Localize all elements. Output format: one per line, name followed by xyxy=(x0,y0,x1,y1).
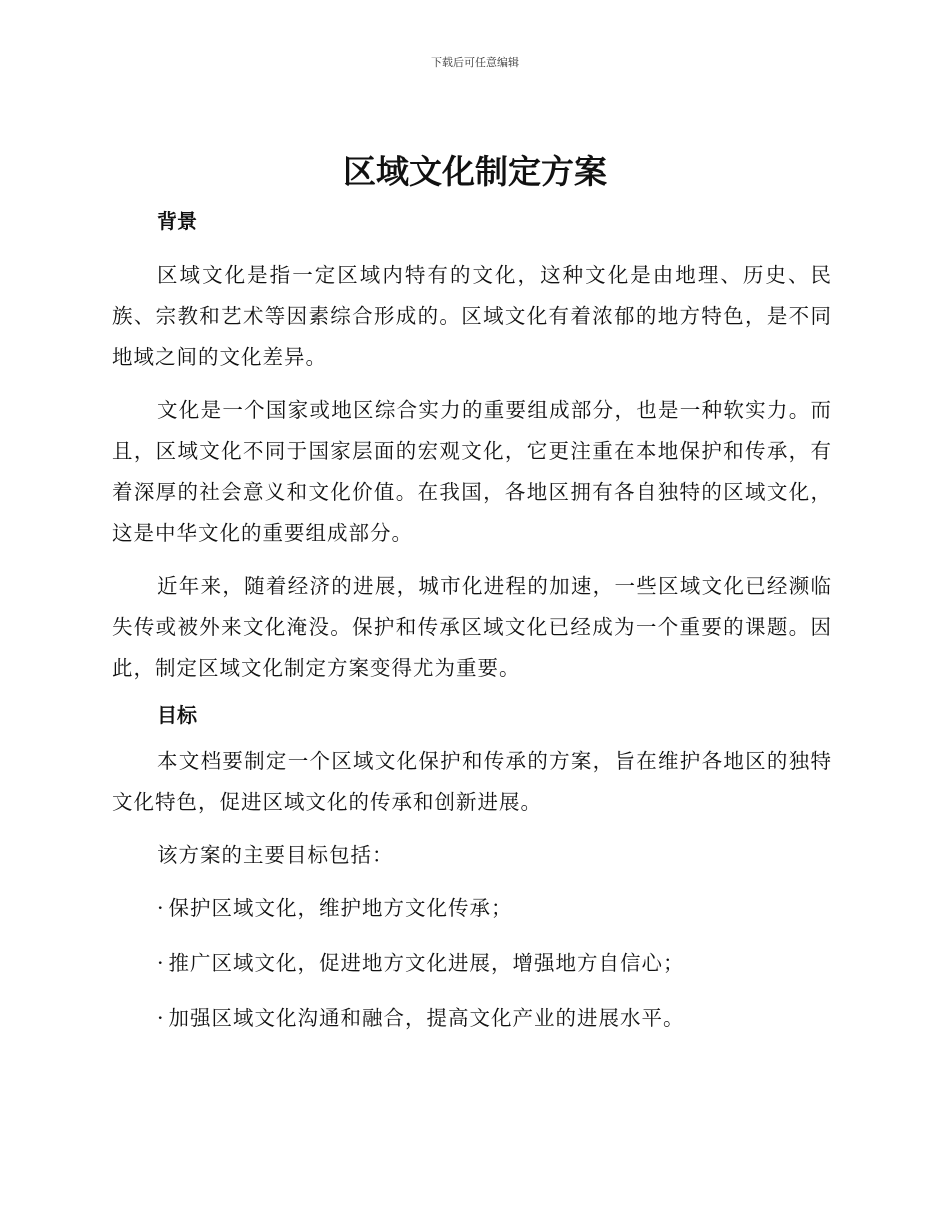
document-body xyxy=(112,207,832,1053)
list-item xyxy=(112,998,832,1039)
bullet-icon: · xyxy=(157,1006,165,1030)
paragraph: 区域文化是指一定区域内特有的文化，这种文化是由地理、历史、民族、宗教和艺术等因素综合形成的。区域文化有着浓郁的地方特色，是不同地域之间的文化差异。 xyxy=(112,263,832,369)
paragraph: 文化是一个国家或地区综合实力的重要组成部分，也是一种软实力。而且，区域文化不同于国家层面的宏观文化，它更注重在本地保护和传承，有着深厚的社会意义和文化价值。在我国，各地区拥有各自独特的区域文化，这是中华文化的重要组成部分。 xyxy=(112,398,832,545)
bullet-icon: · xyxy=(157,896,165,920)
paragraph: 本文档要制定一个区域文化保护和传承的方案，旨在维护各地区的独特文化特色，促进区域文化的传承和创新进展。 xyxy=(112,749,832,814)
list-item xyxy=(112,943,832,984)
paragraph: 该方案的主要目标包括： xyxy=(157,843,394,867)
list-item xyxy=(112,888,832,929)
paragraph: 近年来，随着经济的进展，城市化进程的加速，一些区域文化已经濒临失传或被外来文化淹没。保护和传承区域文化已经成为一个重要的课题。因此，制定区域文化制定方案变得尤为重要。 xyxy=(112,574,832,680)
section-heading-goal: 目标 xyxy=(157,703,197,727)
page-header-note: 下载后可任意编辑 xyxy=(431,56,519,69)
document-title: 区域文化制定方案 xyxy=(343,152,607,191)
section-heading-background: 背景 xyxy=(157,209,197,233)
list-item-text: 加强区域文化沟通和融合，提高文化产业的进展水平。 xyxy=(168,1006,685,1030)
list-item-text: 保护区域文化，维护地方文化传承； xyxy=(168,896,513,920)
bullet-icon: · xyxy=(157,951,165,975)
list-item-text: 推广区域文化，促进地方文化进展，增强地方自信心； xyxy=(168,951,685,975)
